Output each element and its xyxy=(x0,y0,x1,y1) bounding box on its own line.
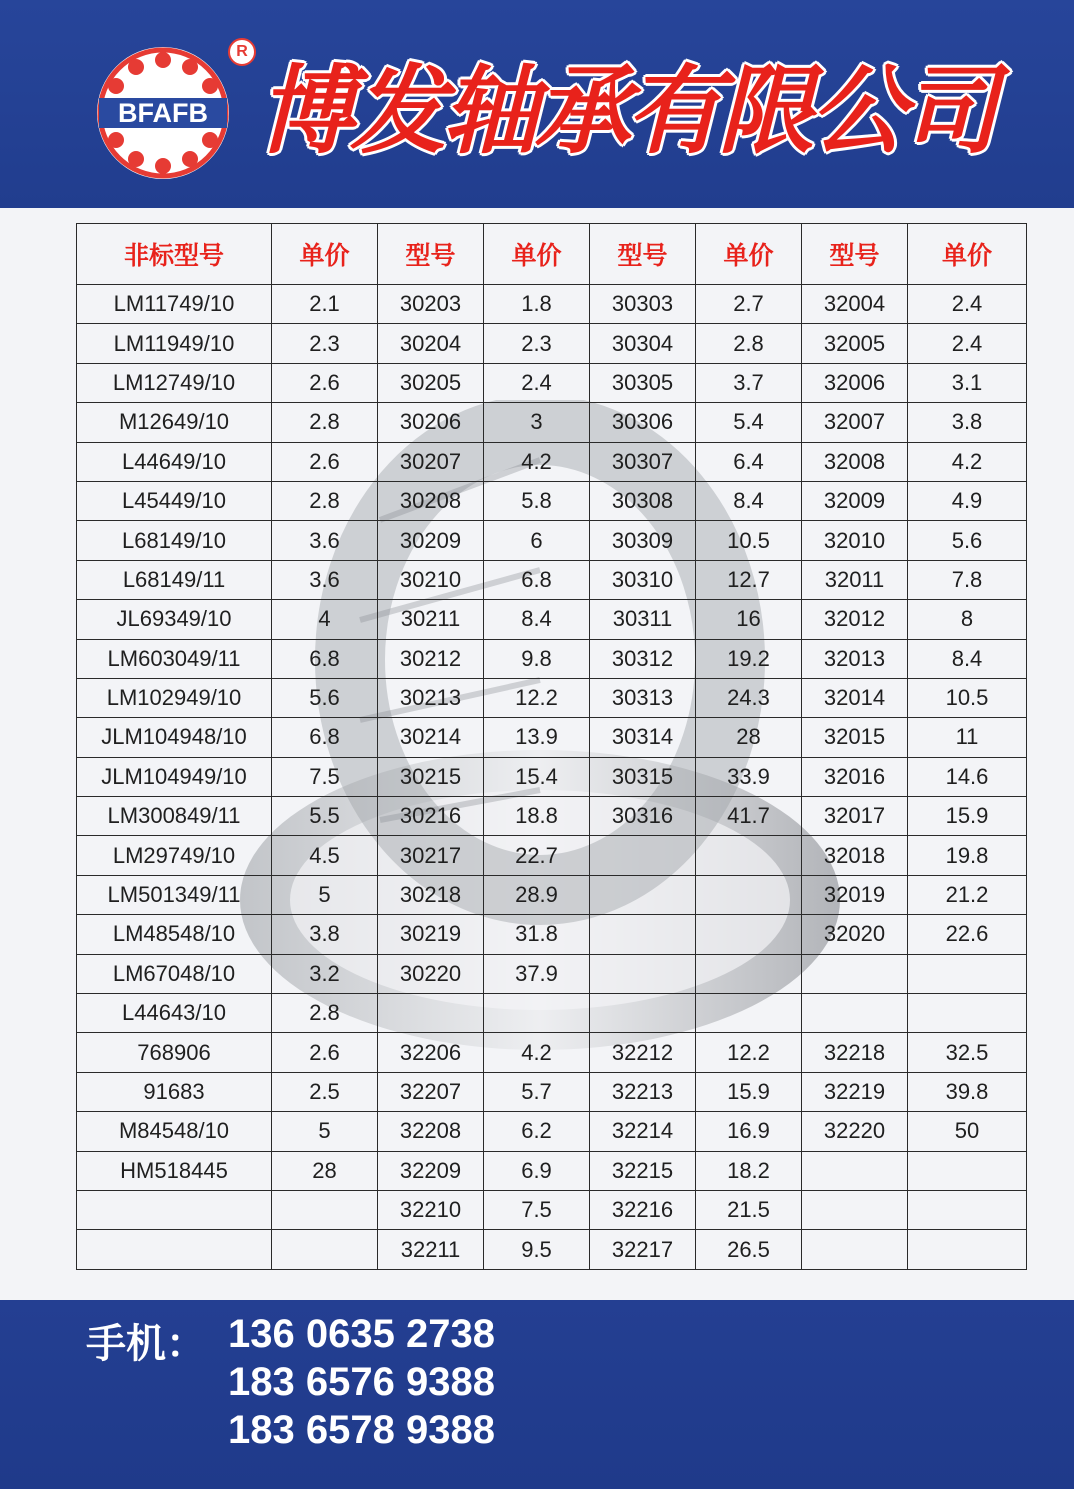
column-header-nonstandard-model: 非标型号 xyxy=(77,224,272,285)
cell-price: 6.8 xyxy=(272,639,378,678)
cell-model: 30308 xyxy=(590,481,696,520)
cell-model: 32217 xyxy=(590,1230,696,1269)
table-row xyxy=(77,1112,1027,1151)
cell-price xyxy=(696,875,802,914)
cell-price: 3 xyxy=(484,403,590,442)
cell-price: 28.9 xyxy=(484,875,590,914)
table-row xyxy=(77,1072,1027,1111)
cell-model: 32210 xyxy=(378,1190,484,1229)
cell-price: 15.9 xyxy=(908,797,1027,836)
cell-nonstandard-model: L45449/10 xyxy=(77,481,272,520)
cell-nonstandard-model: JL69349/10 xyxy=(77,600,272,639)
cell-price: 22.7 xyxy=(484,836,590,875)
cell-price xyxy=(272,1230,378,1269)
header-band xyxy=(0,0,1074,208)
phone-number[interactable]: 183 6578 9388 xyxy=(228,1408,495,1452)
column-header-model: 型号 xyxy=(590,224,696,285)
cell-price: 41.7 xyxy=(696,797,802,836)
cell-price: 2.8 xyxy=(272,403,378,442)
cell-model: 30311 xyxy=(590,600,696,639)
cell-price: 5.5 xyxy=(272,797,378,836)
logo-text: BFAFB xyxy=(118,98,208,128)
cell-model xyxy=(802,954,908,993)
cell-model: 30207 xyxy=(378,442,484,481)
cell-price: 9.8 xyxy=(484,639,590,678)
table-row xyxy=(77,1230,1027,1269)
cell-model: 30220 xyxy=(378,954,484,993)
column-header-price: 单价 xyxy=(484,224,590,285)
cell-price: 5 xyxy=(272,875,378,914)
cell-model: 32019 xyxy=(802,875,908,914)
cell-model: 32018 xyxy=(802,836,908,875)
cell-price: 3.7 xyxy=(696,363,802,402)
cell-price: 1.8 xyxy=(484,285,590,324)
phone-number[interactable]: 136 0635 2738 xyxy=(228,1312,495,1356)
table-row xyxy=(77,521,1027,560)
cell-price: 18.8 xyxy=(484,797,590,836)
cell-nonstandard-model: M12649/10 xyxy=(77,403,272,442)
cell-price: 21.2 xyxy=(908,875,1027,914)
cell-price: 12.2 xyxy=(696,1033,802,1072)
table-header-row xyxy=(77,224,1027,285)
cell-price: 5.7 xyxy=(484,1072,590,1111)
cell-model xyxy=(590,836,696,875)
cell-price xyxy=(908,954,1027,993)
cell-price: 24.3 xyxy=(696,678,802,717)
cell-nonstandard-model: 91683 xyxy=(77,1072,272,1111)
table-row xyxy=(77,560,1027,599)
cell-price: 2.5 xyxy=(272,1072,378,1111)
cell-price: 5.4 xyxy=(696,403,802,442)
cell-price: 6.2 xyxy=(484,1112,590,1151)
company-name: 博发轴承有限公司 xyxy=(258,54,994,167)
cell-nonstandard-model: LM67048/10 xyxy=(77,954,272,993)
table-row xyxy=(77,678,1027,717)
cell-model: 30215 xyxy=(378,757,484,796)
cell-price: 3.8 xyxy=(272,915,378,954)
table-row xyxy=(77,285,1027,324)
cell-model: 32004 xyxy=(802,285,908,324)
price-table xyxy=(76,223,1027,1270)
cell-model: 32016 xyxy=(802,757,908,796)
cell-price: 10.5 xyxy=(908,678,1027,717)
cell-price xyxy=(908,994,1027,1033)
cell-price: 8.4 xyxy=(908,639,1027,678)
cell-model: 32005 xyxy=(802,324,908,363)
cell-model: 30214 xyxy=(378,718,484,757)
cell-price: 2.4 xyxy=(908,285,1027,324)
cell-price: 18.2 xyxy=(696,1151,802,1190)
cell-price: 14.6 xyxy=(908,757,1027,796)
cell-model: 30219 xyxy=(378,915,484,954)
cell-model xyxy=(378,994,484,1033)
cell-nonstandard-model: JLM104948/10 xyxy=(77,718,272,757)
cell-model: 32020 xyxy=(802,915,908,954)
cell-model xyxy=(802,1230,908,1269)
cell-price: 10.5 xyxy=(696,521,802,560)
cell-model xyxy=(590,915,696,954)
cell-model: 30203 xyxy=(378,285,484,324)
cell-price: 13.9 xyxy=(484,718,590,757)
cell-nonstandard-model: M84548/10 xyxy=(77,1112,272,1151)
column-header-price: 单价 xyxy=(272,224,378,285)
cell-nonstandard-model: HM518445 xyxy=(77,1151,272,1190)
cell-model: 30309 xyxy=(590,521,696,560)
cell-price: 39.8 xyxy=(908,1072,1027,1111)
cell-price: 2.4 xyxy=(908,324,1027,363)
cell-price: 4.2 xyxy=(484,442,590,481)
footer-band xyxy=(0,1300,1074,1489)
cell-model xyxy=(802,994,908,1033)
cell-model: 30216 xyxy=(378,797,484,836)
cell-nonstandard-model: L68149/11 xyxy=(77,560,272,599)
cell-price: 12.7 xyxy=(696,560,802,599)
cell-model: 30313 xyxy=(590,678,696,717)
bearing-logo-icon xyxy=(94,44,232,182)
cell-price: 37.9 xyxy=(484,954,590,993)
cell-model: 30204 xyxy=(378,324,484,363)
cell-price: 19.8 xyxy=(908,836,1027,875)
cell-price xyxy=(696,994,802,1033)
cell-price xyxy=(696,915,802,954)
cell-nonstandard-model: 768906 xyxy=(77,1033,272,1072)
cell-price: 7.5 xyxy=(484,1190,590,1229)
cell-model: 32011 xyxy=(802,560,908,599)
cell-model: 32213 xyxy=(590,1072,696,1111)
cell-model: 32212 xyxy=(590,1033,696,1072)
table-row xyxy=(77,1151,1027,1190)
cell-model: 32208 xyxy=(378,1112,484,1151)
cell-model: 30315 xyxy=(590,757,696,796)
cell-nonstandard-model: LM300849/11 xyxy=(77,797,272,836)
cell-price: 2.8 xyxy=(272,481,378,520)
cell-model: 32219 xyxy=(802,1072,908,1111)
registered-mark: R xyxy=(228,38,256,66)
cell-nonstandard-model: L44649/10 xyxy=(77,442,272,481)
cell-model: 32211 xyxy=(378,1230,484,1269)
cell-price: 5.6 xyxy=(908,521,1027,560)
table-row xyxy=(77,797,1027,836)
cell-price xyxy=(696,954,802,993)
cell-price: 2.8 xyxy=(272,994,378,1033)
cell-price: 11 xyxy=(908,718,1027,757)
cell-price: 3.2 xyxy=(272,954,378,993)
cell-model: 32214 xyxy=(590,1112,696,1151)
table-row xyxy=(77,481,1027,520)
cell-model: 30303 xyxy=(590,285,696,324)
cell-nonstandard-model: LM11949/10 xyxy=(77,324,272,363)
cell-price: 3.6 xyxy=(272,521,378,560)
table-row xyxy=(77,757,1027,796)
column-header-price: 单价 xyxy=(908,224,1027,285)
cell-nonstandard-model: LM501349/11 xyxy=(77,875,272,914)
cell-nonstandard-model: LM102949/10 xyxy=(77,678,272,717)
cell-model: 32015 xyxy=(802,718,908,757)
cell-model: 30217 xyxy=(378,836,484,875)
cell-model: 30304 xyxy=(590,324,696,363)
cell-price: 4.2 xyxy=(908,442,1027,481)
cell-model: 30205 xyxy=(378,363,484,402)
cell-model: 30213 xyxy=(378,678,484,717)
cell-price: 22.6 xyxy=(908,915,1027,954)
cell-model: 30206 xyxy=(378,403,484,442)
cell-nonstandard-model: L68149/10 xyxy=(77,521,272,560)
cell-price xyxy=(484,994,590,1033)
cell-nonstandard-model: JLM104949/10 xyxy=(77,757,272,796)
cell-price xyxy=(908,1190,1027,1229)
cell-price: 28 xyxy=(696,718,802,757)
cell-price: 33.9 xyxy=(696,757,802,796)
cell-price: 8 xyxy=(908,600,1027,639)
cell-price xyxy=(696,836,802,875)
cell-price: 31.8 xyxy=(484,915,590,954)
cell-price: 32.5 xyxy=(908,1033,1027,1072)
cell-model: 32215 xyxy=(590,1151,696,1190)
cell-price: 7.8 xyxy=(908,560,1027,599)
cell-model: 32014 xyxy=(802,678,908,717)
cell-price: 6.8 xyxy=(484,560,590,599)
cell-price: 2.3 xyxy=(272,324,378,363)
cell-model: 30211 xyxy=(378,600,484,639)
cell-model: 30208 xyxy=(378,481,484,520)
table-row xyxy=(77,324,1027,363)
cell-model: 32013 xyxy=(802,639,908,678)
cell-price: 2.3 xyxy=(484,324,590,363)
cell-nonstandard-model: L44643/10 xyxy=(77,994,272,1033)
cell-price: 21.5 xyxy=(696,1190,802,1229)
cell-model: 32207 xyxy=(378,1072,484,1111)
cell-model: 32017 xyxy=(802,797,908,836)
cell-price: 5 xyxy=(272,1112,378,1151)
cell-model xyxy=(802,1190,908,1229)
cell-price: 2.6 xyxy=(272,442,378,481)
table-row xyxy=(77,403,1027,442)
cell-nonstandard-model xyxy=(77,1190,272,1229)
cell-model: 32008 xyxy=(802,442,908,481)
cell-model: 30306 xyxy=(590,403,696,442)
cell-price: 4 xyxy=(272,600,378,639)
table-row xyxy=(77,875,1027,914)
table-row xyxy=(77,954,1027,993)
cell-model: 30209 xyxy=(378,521,484,560)
table-row xyxy=(77,994,1027,1033)
cell-price: 2.1 xyxy=(272,285,378,324)
table-row xyxy=(77,718,1027,757)
cell-model: 30316 xyxy=(590,797,696,836)
cell-price xyxy=(908,1230,1027,1269)
cell-price: 16 xyxy=(696,600,802,639)
column-header-model: 型号 xyxy=(378,224,484,285)
cell-price: 8.4 xyxy=(484,600,590,639)
cell-model: 30218 xyxy=(378,875,484,914)
cell-price: 3.8 xyxy=(908,403,1027,442)
table-row xyxy=(77,363,1027,402)
cell-price: 5.8 xyxy=(484,481,590,520)
table-row xyxy=(77,1190,1027,1229)
cell-model: 32206 xyxy=(378,1033,484,1072)
cell-price: 2.8 xyxy=(696,324,802,363)
column-header-price: 单价 xyxy=(696,224,802,285)
cell-price: 16.9 xyxy=(696,1112,802,1151)
cell-model: 32006 xyxy=(802,363,908,402)
cell-nonstandard-model: LM11749/10 xyxy=(77,285,272,324)
cell-price: 4.5 xyxy=(272,836,378,875)
cell-price: 12.2 xyxy=(484,678,590,717)
cell-price: 4.9 xyxy=(908,481,1027,520)
cell-nonstandard-model: LM12749/10 xyxy=(77,363,272,402)
cell-price xyxy=(272,1190,378,1229)
table-row xyxy=(77,600,1027,639)
cell-model: 30305 xyxy=(590,363,696,402)
cell-price: 2.7 xyxy=(696,285,802,324)
cell-price: 6 xyxy=(484,521,590,560)
cell-price: 6.9 xyxy=(484,1151,590,1190)
cell-price: 2.6 xyxy=(272,1033,378,1072)
cell-model: 30307 xyxy=(590,442,696,481)
cell-model: 32220 xyxy=(802,1112,908,1151)
table-row xyxy=(77,442,1027,481)
cell-nonstandard-model: LM603049/11 xyxy=(77,639,272,678)
cell-price: 15.9 xyxy=(696,1072,802,1111)
cell-model xyxy=(590,875,696,914)
cell-model: 30210 xyxy=(378,560,484,599)
cell-model: 32209 xyxy=(378,1151,484,1190)
cell-price: 50 xyxy=(908,1112,1027,1151)
cell-price: 3.6 xyxy=(272,560,378,599)
cell-nonstandard-model xyxy=(77,1230,272,1269)
cell-model: 30314 xyxy=(590,718,696,757)
column-header-model: 型号 xyxy=(802,224,908,285)
cell-price xyxy=(908,1151,1027,1190)
table-row xyxy=(77,1033,1027,1072)
table-row xyxy=(77,639,1027,678)
cell-model: 32007 xyxy=(802,403,908,442)
cell-price: 6.8 xyxy=(272,718,378,757)
table-body xyxy=(77,285,1027,1270)
cell-price: 2.6 xyxy=(272,363,378,402)
phone-number[interactable]: 183 6576 9388 xyxy=(228,1360,495,1404)
cell-price: 15.4 xyxy=(484,757,590,796)
phone-label: 手机： xyxy=(86,1322,206,1366)
cell-model: 30312 xyxy=(590,639,696,678)
cell-nonstandard-model: LM29749/10 xyxy=(77,836,272,875)
cell-model: 32009 xyxy=(802,481,908,520)
cell-price: 2.4 xyxy=(484,363,590,402)
cell-price: 7.5 xyxy=(272,757,378,796)
cell-price: 26.5 xyxy=(696,1230,802,1269)
cell-model: 30310 xyxy=(590,560,696,599)
cell-model: 32010 xyxy=(802,521,908,560)
cell-price: 4.2 xyxy=(484,1033,590,1072)
cell-price: 19.2 xyxy=(696,639,802,678)
table-row xyxy=(77,915,1027,954)
cell-model xyxy=(590,994,696,1033)
cell-price: 6.4 xyxy=(696,442,802,481)
cell-model xyxy=(802,1151,908,1190)
cell-nonstandard-model: LM48548/10 xyxy=(77,915,272,954)
cell-model: 32216 xyxy=(590,1190,696,1229)
cell-price: 5.6 xyxy=(272,678,378,717)
cell-model: 32218 xyxy=(802,1033,908,1072)
cell-price: 3.1 xyxy=(908,363,1027,402)
cell-price: 28 xyxy=(272,1151,378,1190)
cell-model: 30212 xyxy=(378,639,484,678)
cell-price: 8.4 xyxy=(696,481,802,520)
cell-model: 32012 xyxy=(802,600,908,639)
cell-price: 9.5 xyxy=(484,1230,590,1269)
cell-model xyxy=(590,954,696,993)
table-row xyxy=(77,836,1027,875)
